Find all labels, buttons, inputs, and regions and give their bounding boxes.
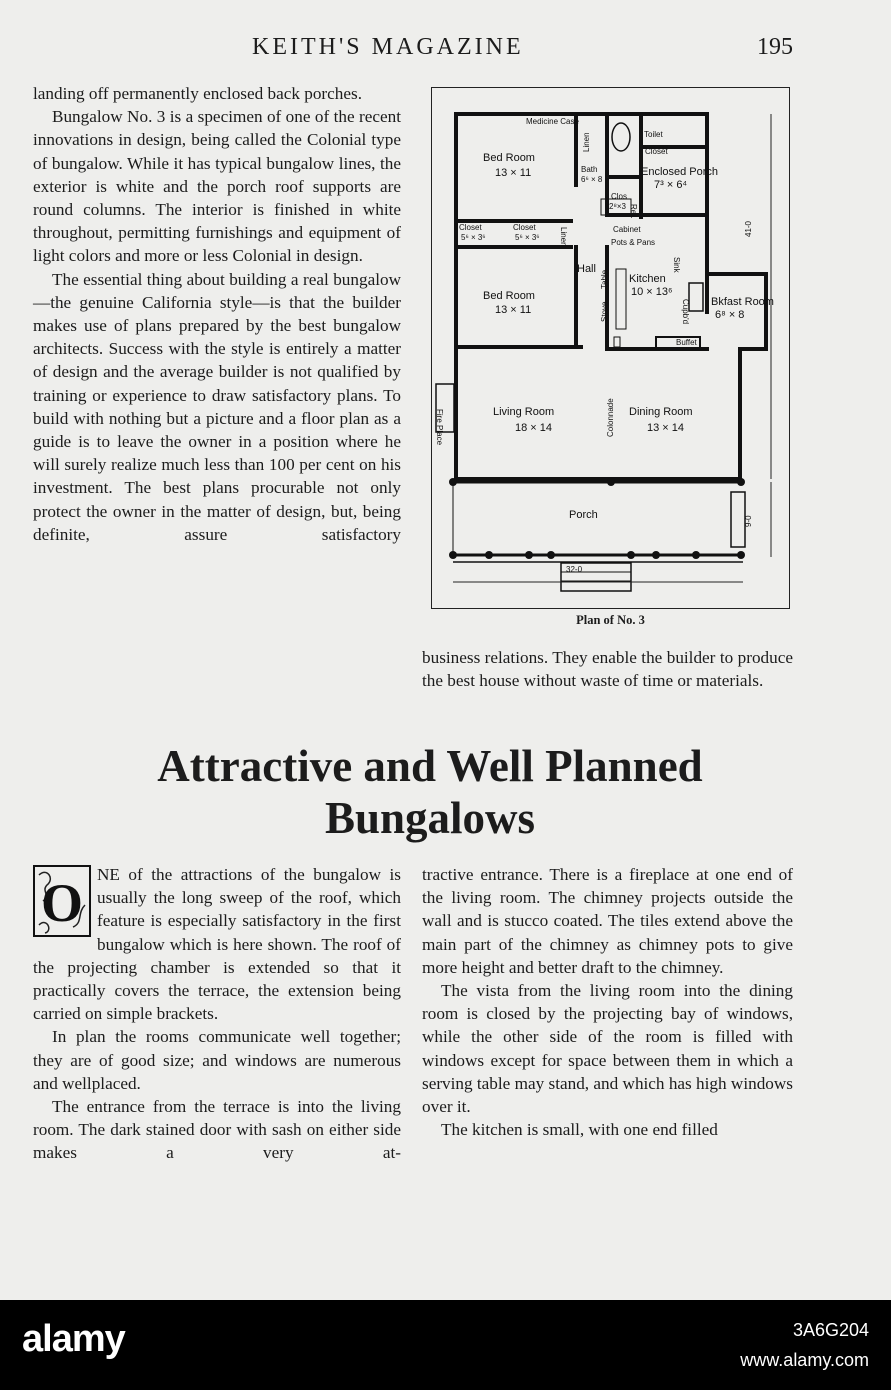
label-linen-1: Linen (582, 132, 591, 152)
label-cabinet: Cabinet (613, 225, 641, 234)
site-url: www.alamy.com (740, 1350, 869, 1370)
porch-bench (731, 492, 745, 547)
floor-plan (431, 87, 790, 609)
label-closet-top: Closet (645, 147, 668, 156)
paragraph: landing off permanently enclosed back porches. (33, 84, 362, 103)
label-dim-depth: 41-0 (744, 220, 753, 237)
paragraph: The vista from the living room into the dining room is closed by the projecting bay of windows, while the other side of the room is filled with windows except for space between them in which a serving table may stand, and which has high windows over it. (422, 981, 793, 1117)
floor-plan-drawing (431, 87, 790, 609)
label-enclosed-porch: Enclosed Porch (641, 166, 719, 178)
article-headline (30, 740, 830, 844)
label-clos: Clos (611, 192, 628, 201)
dropcap-letter: O (40, 873, 84, 933)
label-closet-1-size: 5⁶ × 3⁶ (461, 233, 486, 242)
paragraph: tractive entrance. There is a fireplace at one end of the living room. The chimney projects outside the wall and is stucco coated. The tiles extend above the main part of the chimney as chimney pots to give more height and better draft to the chimney. (422, 865, 793, 977)
label-medicine-case: Medicine Case (526, 117, 579, 126)
top-left-column (33, 82, 401, 546)
label-living-room: Living Room (493, 406, 555, 418)
bathtub (612, 123, 630, 151)
label-ref: Ref. (629, 204, 638, 219)
label-linen-2: Linen (559, 227, 568, 247)
headline-line-2: Bungalows (324, 793, 536, 843)
stock-id: 3A6G204 (792, 1320, 869, 1340)
top-right-column (422, 646, 793, 692)
label-kitchen: Kitchen (629, 273, 666, 285)
page-number: 195 (757, 34, 793, 60)
label-sink: Sink (672, 257, 681, 273)
dropcap-ornament (33, 865, 91, 937)
alamy-logo: alamy (22, 1318, 125, 1360)
running-header-title: KEITH'S MAGAZINE (252, 34, 524, 60)
stock-footer (0, 1300, 891, 1390)
label-cupbd: Cupb'd (681, 299, 690, 325)
label-colonnade: Colonnade (606, 398, 615, 437)
label-bed-room-1-size: 13 × 11 (495, 167, 532, 179)
porch-column (737, 478, 745, 486)
stove-outline (616, 269, 626, 329)
porch-column (547, 551, 555, 559)
label-table: Table (600, 269, 609, 289)
label-porch: Porch (569, 509, 598, 521)
label-dining-room: Dining Room (629, 406, 693, 418)
paragraph: In plan the rooms communicate well together; they are of good size; and windows are numerous and wellplaced. (33, 1027, 401, 1093)
label-closet-1: Closet (459, 223, 482, 232)
paragraph: business relations. They enable the builder to produce the best house without waste of time or materials. (422, 648, 793, 691)
article-right-column (422, 863, 793, 1141)
label-bed-room-2: Bed Room (483, 290, 535, 302)
label-closet-2-size: 5⁶ × 3⁶ (515, 233, 540, 242)
cupboard-outline (689, 283, 703, 311)
paragraph: NE of the attractions of the bungalow is usually the long sweep of the roof, which feature is especially satisfactory in the first bungalow which is here shown. The roof of the projecting chamber is extended so that it practically covers the terrace, the extension being carried on simple brackets. (33, 865, 401, 1024)
label-bed-room-2-size: 13 × 11 (495, 304, 532, 316)
label-dim-width: 32-0 (566, 565, 583, 574)
label-pots-pans: Pots & Pans (611, 238, 656, 247)
porch-column (525, 551, 533, 559)
headline-line-1: Attractive and Well Planned (157, 741, 703, 791)
label-dim-porch: 9-0 (744, 515, 753, 527)
porch-column (449, 478, 457, 486)
porch-column (485, 551, 493, 559)
label-closet-2: Closet (513, 223, 536, 232)
label-clos-size: 2⁸×3 (609, 202, 626, 211)
paragraph: The essential thing about building a real bungalow—the genuine California style—is that the builder makes use of plans prepared by the best bungalow architects. Success with the style is entirely a matter of design and the average builder is not qualified by training or experience to draw satisfactory plans. To build with nothing but a picture and a floor plan as a guide is to leave the owner in a position where he will surely realize much less than 100 per cent on his investment. The best plans procurable not only protect the owner in the matter of design, but, being definite, assure satisfactory (33, 269, 401, 544)
label-bath: Bath (581, 165, 598, 174)
label-buffet: Buffet (676, 338, 697, 347)
paragraph: Bungalow No. 3 is a specimen of one of the recent innovations in design, being called the Colonial type of bungalow. While it has typical bungalow lines, the exterior is white and the porch roof supports are round columns. The interior is finished in white throughout, permitting furnishings and equipment of light colors and more or less Colonial in design. (33, 107, 401, 266)
label-enclosed-porch-size: 7³ × 6⁴ (654, 179, 688, 191)
article-left-column (33, 863, 401, 1165)
label-bed-room-1: Bed Room (483, 152, 535, 164)
label-living-room-size: 18 × 14 (515, 422, 553, 434)
paragraph: The entrance from the terrace is into the living room. The dark stained door with sash on either side makes a very at- (33, 1097, 401, 1163)
label-toilet: Toilet (644, 130, 663, 139)
flue (614, 337, 620, 347)
porch-column (692, 551, 700, 559)
label-bkfast-room: Bkfast Room (711, 296, 774, 308)
label-kitchen-size: 10 × 13⁶ (631, 286, 673, 298)
paragraph: The kitchen is small, with one end filled (441, 1120, 718, 1140)
label-fireplace: Fire Place (435, 409, 444, 446)
porch-column (627, 551, 635, 559)
label-hall: Hall (577, 263, 596, 275)
porch-column (737, 551, 745, 559)
porch-column (449, 551, 457, 559)
porch-column (607, 478, 615, 486)
label-bath-size: 6⁶ × 8 (581, 175, 603, 184)
figure-caption: Plan of No. 3 (576, 613, 645, 627)
label-stove: Stove (600, 301, 609, 322)
label-dining-room-size: 13 × 14 (647, 422, 685, 434)
label-bkfast-size: 6⁸ × 8 (715, 309, 745, 321)
porch-column (652, 551, 660, 559)
